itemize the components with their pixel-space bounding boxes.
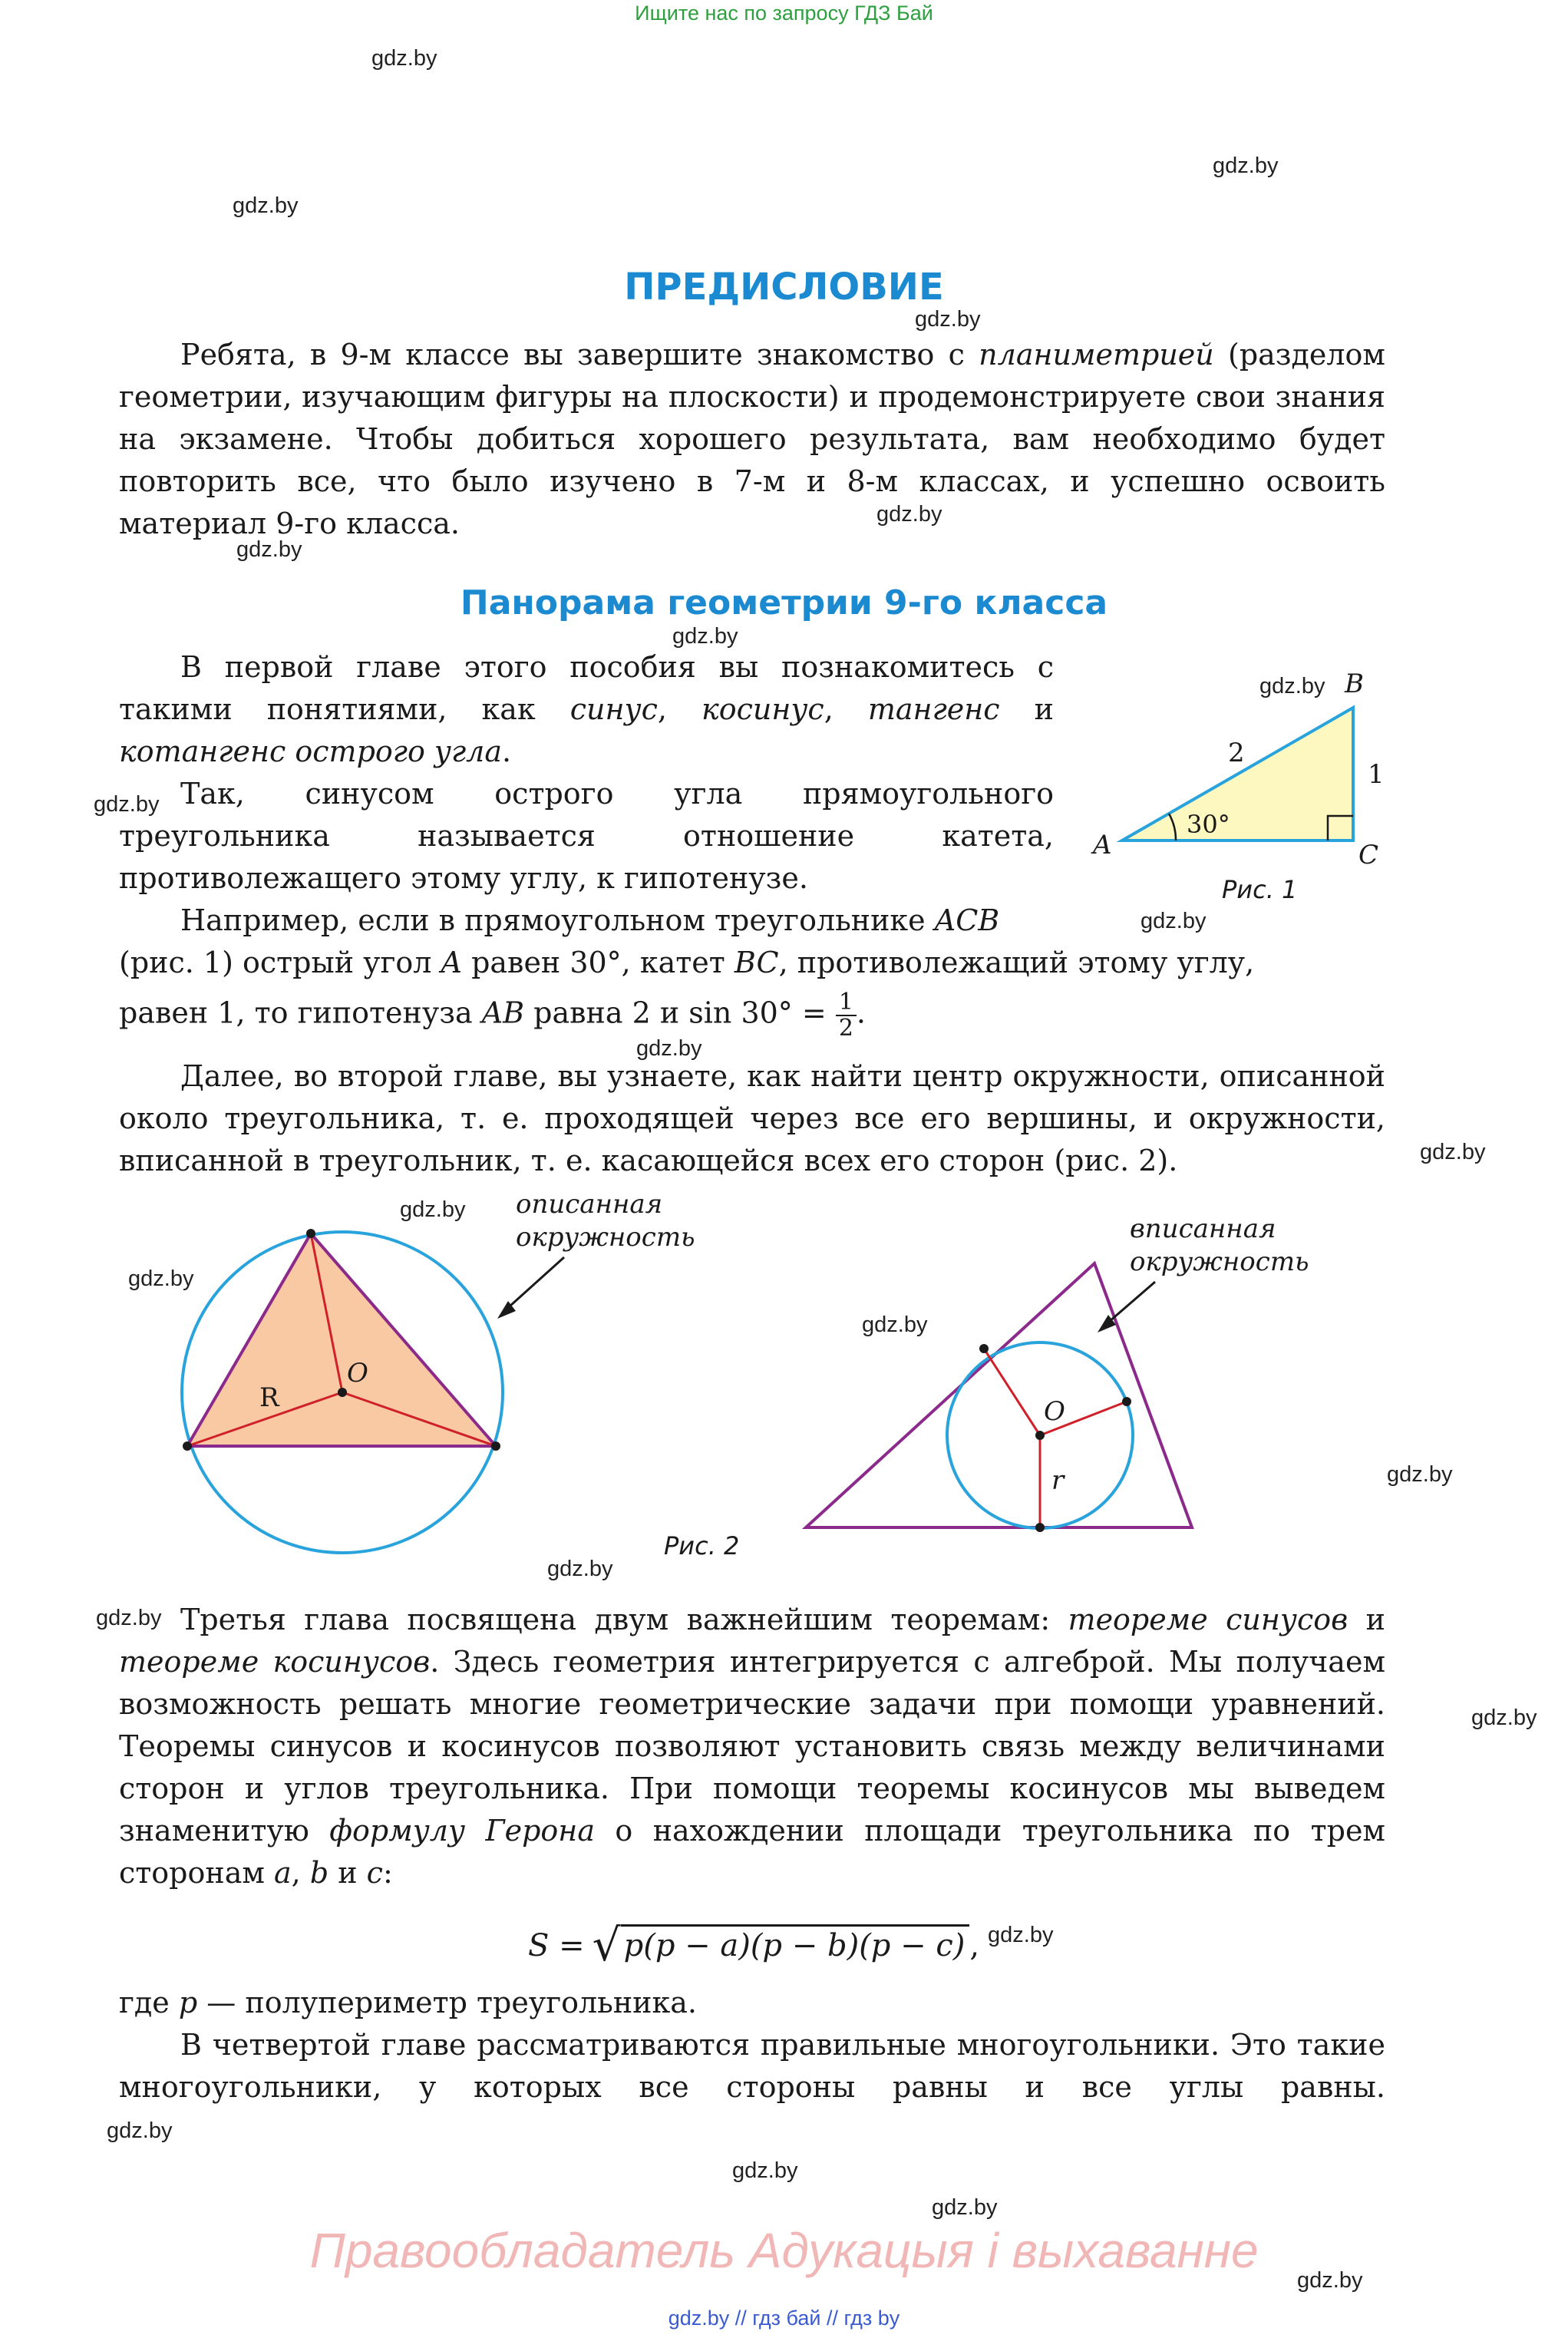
- label-radius-r: R: [259, 1382, 279, 1413]
- top-banner[interactable]: Ищите нас по запросу ГДЗ Бай: [635, 2, 933, 25]
- watermark: gdz.by: [1141, 909, 1207, 933]
- watermark: gdz.by: [1471, 1706, 1537, 1730]
- copyright-notice: Правообладатель Адукацыя і выхаванне: [309, 2223, 1259, 2278]
- paragraph-circles: Далее, во второй главе, вы узнаете, как найти центр окружности, описанной около треугольника, т. е. проходящей через все его вершины, и окружности, вписанной в треугольник, т. е. касающейся всех его сторон (рис. 2).: [119, 1059, 1385, 1177]
- paragraph-chapter1: В первой главе этого пособия вы познакомитесь с такими понятиями, как синус, косинус, тангенс и котангенс острого угла.: [119, 650, 1054, 768]
- section-subtitle: Панорама геометрии 9-го класса: [460, 583, 1108, 622]
- label-center-o: O: [347, 1358, 368, 1389]
- label-circumscribed-1: описанная: [516, 1189, 663, 1220]
- fraction-one-half: $\frac{1}{2}$: [836, 990, 857, 1041]
- pointer-arrow: [503, 1257, 564, 1313]
- paragraph-chapter4: В четвертой главе рассматриваются правильные многоугольники. Это такие многоугольники, у которых все стороны равны и все углы равны.: [119, 2028, 1385, 2104]
- vertex-dot: [183, 1441, 192, 1451]
- label-leg: 1: [1368, 759, 1385, 790]
- tangent-dot: [1122, 1397, 1131, 1406]
- tangent-dot: [1035, 1523, 1045, 1532]
- paragraph-example-line2: (рис. 1) острый угол A равен 30°, катет BC, противолежащий этому углу,: [119, 946, 1255, 979]
- paragraph-chapter3: Третья глава посвящена двум важнейшим теоремам: теореме синусов и теореме косинусов. Здесь геометрия интегрируется с алгеброй. Мы получаем возможность решать многие геометрические задачи при помощи уравнений. Теоремы синусов и косинусов позволяют установить связь между величинами сторон и углов треугольника. При помощи теоремы косинусов мы выведем знаменитую формулу Герона о нахождении площади треугольника по трем сторонам a, b и c:: [119, 1603, 1386, 1890]
- label-hypotenuse: 2: [1228, 738, 1245, 768]
- watermark: gdz.by: [1213, 154, 1279, 178]
- watermark: gdz.by: [1297, 2268, 1363, 2293]
- center-dot: [1035, 1431, 1045, 1440]
- triangle-acb: [1122, 708, 1353, 840]
- label-radius-r: r: [1051, 1465, 1065, 1496]
- watermark: gdz.by: [732, 2158, 798, 2183]
- paragraph-example-line1: Например, если в прямоугольном треугольнике ACB: [180, 903, 1000, 937]
- watermark: gdz.by: [932, 2195, 998, 2220]
- label-inscribed-2: окружность: [1130, 1247, 1309, 1277]
- paragraph-example-line3: равен 1, то гипотенуза AB равна 2 и sin 30° = $\frac{1}{2}$ .: [119, 989, 866, 1042]
- radius-line: [984, 1349, 1040, 1435]
- label-vertex-a: A: [1093, 830, 1112, 860]
- inscribed-triangle: [187, 1233, 496, 1446]
- watermark: gdz.by: [1259, 674, 1325, 698]
- page-title: ПРЕДИСЛОВИЕ: [624, 266, 944, 309]
- tangent-dot: [979, 1344, 989, 1353]
- label-circumscribed-2: окружность: [516, 1222, 695, 1253]
- watermark: gdz.by: [862, 1313, 928, 1337]
- watermark: gdz.by: [547, 1557, 613, 1581]
- watermark: gdz.by: [107, 2118, 173, 2143]
- center-dot: [338, 1388, 347, 1397]
- heron-formula: S = √ p(p − a)(p − b)(p − c) ,: [528, 1919, 980, 1971]
- label-angle: 30°: [1187, 810, 1230, 839]
- watermark: gdz.by: [96, 1606, 162, 1630]
- figure-2-circles: [153, 1189, 1309, 1574]
- watermark: gdz.by: [94, 792, 160, 817]
- watermark: gdz.by: [1420, 1140, 1486, 1164]
- watermark: gdz.by: [672, 624, 738, 649]
- watermark: gdz.by: [400, 1197, 466, 1222]
- watermark: gdz.by: [915, 307, 981, 332]
- sqrt-sign: √: [592, 1919, 621, 1971]
- paragraph-semiperimeter: где p — полупериметр треугольника.: [119, 1986, 697, 2019]
- label-inscribed-1: вписанная: [1130, 1214, 1276, 1244]
- figure-1-caption: Рис. 1: [1222, 875, 1298, 904]
- vertex-dot: [306, 1229, 315, 1238]
- figure-2-caption: Рис. 2: [664, 1531, 740, 1560]
- watermark: gdz.by: [876, 502, 942, 527]
- watermark: gdz.by: [236, 537, 302, 562]
- label-vertex-b: B: [1345, 669, 1364, 699]
- watermark: gdz.by: [636, 1036, 702, 1061]
- footer-links[interactable]: gdz.by // гдз бай // гдз by: [668, 2307, 900, 2330]
- outer-triangle: [806, 1263, 1192, 1527]
- label-vertex-c: C: [1358, 840, 1379, 870]
- watermark: gdz.by: [1387, 1462, 1453, 1487]
- label-center-o: O: [1044, 1396, 1065, 1427]
- watermark: gdz.by: [128, 1266, 194, 1291]
- watermark: gdz.by: [233, 193, 299, 218]
- paragraph-sine-definition: Так, синусом острого угла прямоугольного треугольника называется отношение катета, противолежащего этому углу, к гипотенузе.: [119, 777, 1054, 895]
- watermark: gdz.by: [371, 46, 437, 71]
- intro-paragraph: Ребята, в 9-м классе вы завершите знакомство с планиметрией (разделом геометрии, изучающим фигуры на плоскости) и продемонстрируете свои знания на экзамене. Чтобы добиться хорошего результата, вам необходимо будет повторить все, что было изучено в 7-м и 8-м классах, и успешно освоить материал 9-го класса.: [119, 338, 1385, 540]
- vertex-dot: [491, 1441, 500, 1451]
- watermark: gdz.by: [988, 1923, 1054, 1947]
